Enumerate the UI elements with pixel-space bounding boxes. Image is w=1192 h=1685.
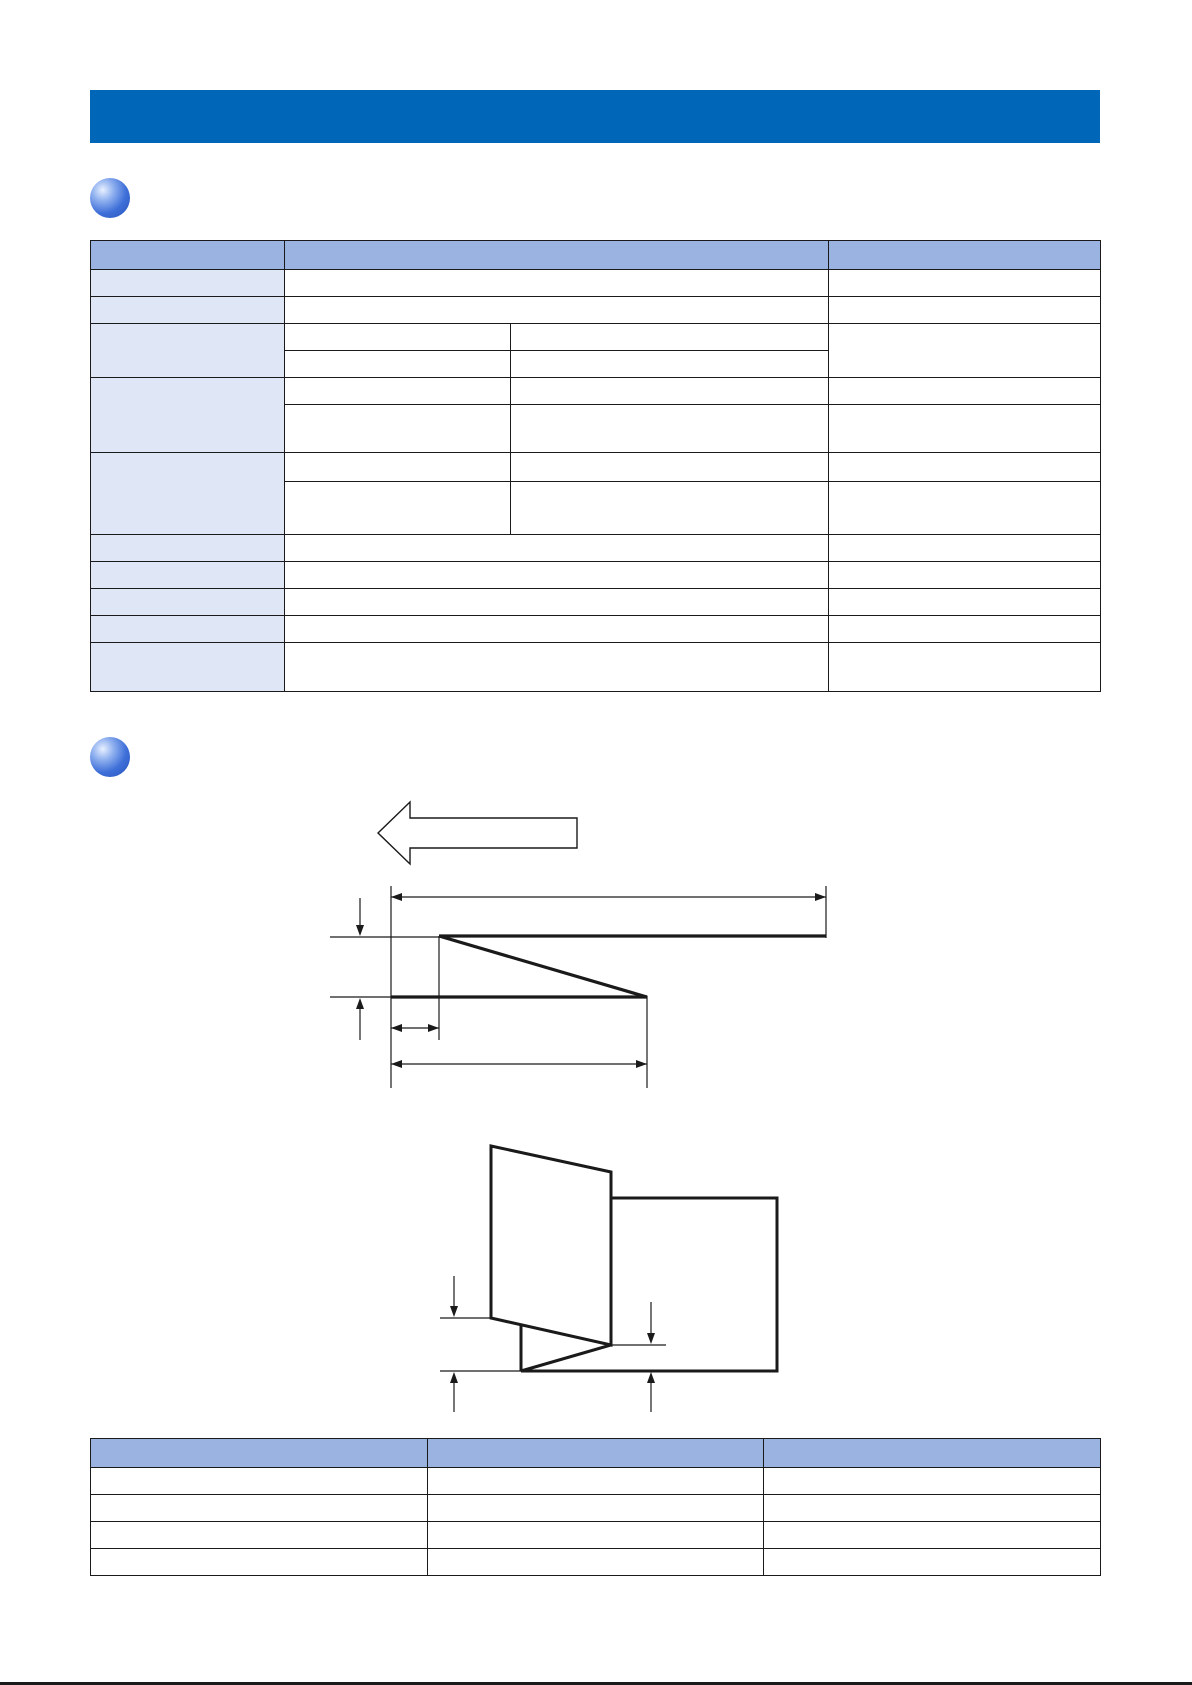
table-cell: [91, 1522, 428, 1549]
table-cell: [91, 1468, 428, 1495]
arrowhead: [356, 925, 364, 936]
table-cell: [764, 1549, 1101, 1576]
table-header-cell: [764, 1439, 1101, 1468]
dimension-values-table: [90, 1438, 1101, 1576]
table-header-cell: [91, 1439, 428, 1468]
table-cell: [91, 1549, 428, 1576]
skew-diagram: [330, 886, 826, 1088]
sheet-outline: [391, 936, 826, 997]
table-cell: [764, 1495, 1101, 1522]
feed-direction-arrow-icon: [378, 802, 577, 864]
sheet-skew-edge: [439, 936, 647, 997]
arrowhead: [391, 1024, 402, 1032]
arrowhead: [356, 998, 364, 1009]
arrowhead: [428, 1024, 439, 1032]
arrowhead: [391, 1060, 402, 1068]
arrowhead: [450, 1306, 458, 1317]
table-row: [91, 1495, 1101, 1522]
table-cell: [764, 1522, 1101, 1549]
arrowhead: [647, 1333, 655, 1344]
arrowhead: [647, 1372, 655, 1383]
table-cell: [428, 1522, 764, 1549]
table-cell: [428, 1549, 764, 1576]
table-cell: [428, 1495, 764, 1522]
arrowhead: [636, 1060, 647, 1068]
sheet-front-flap: [491, 1146, 611, 1345]
table-cell: [428, 1468, 764, 1495]
table-row: [91, 1549, 1101, 1576]
arrowhead: [391, 893, 402, 901]
table-row: [91, 1468, 1101, 1495]
folded-sheet-diagram: [440, 1146, 777, 1412]
table-cell: [764, 1468, 1101, 1495]
table-cell: [91, 1495, 428, 1522]
arrowhead: [450, 1372, 458, 1383]
arrowhead: [815, 893, 826, 901]
table-header-cell: [428, 1439, 764, 1468]
table-row: [91, 1522, 1101, 1549]
